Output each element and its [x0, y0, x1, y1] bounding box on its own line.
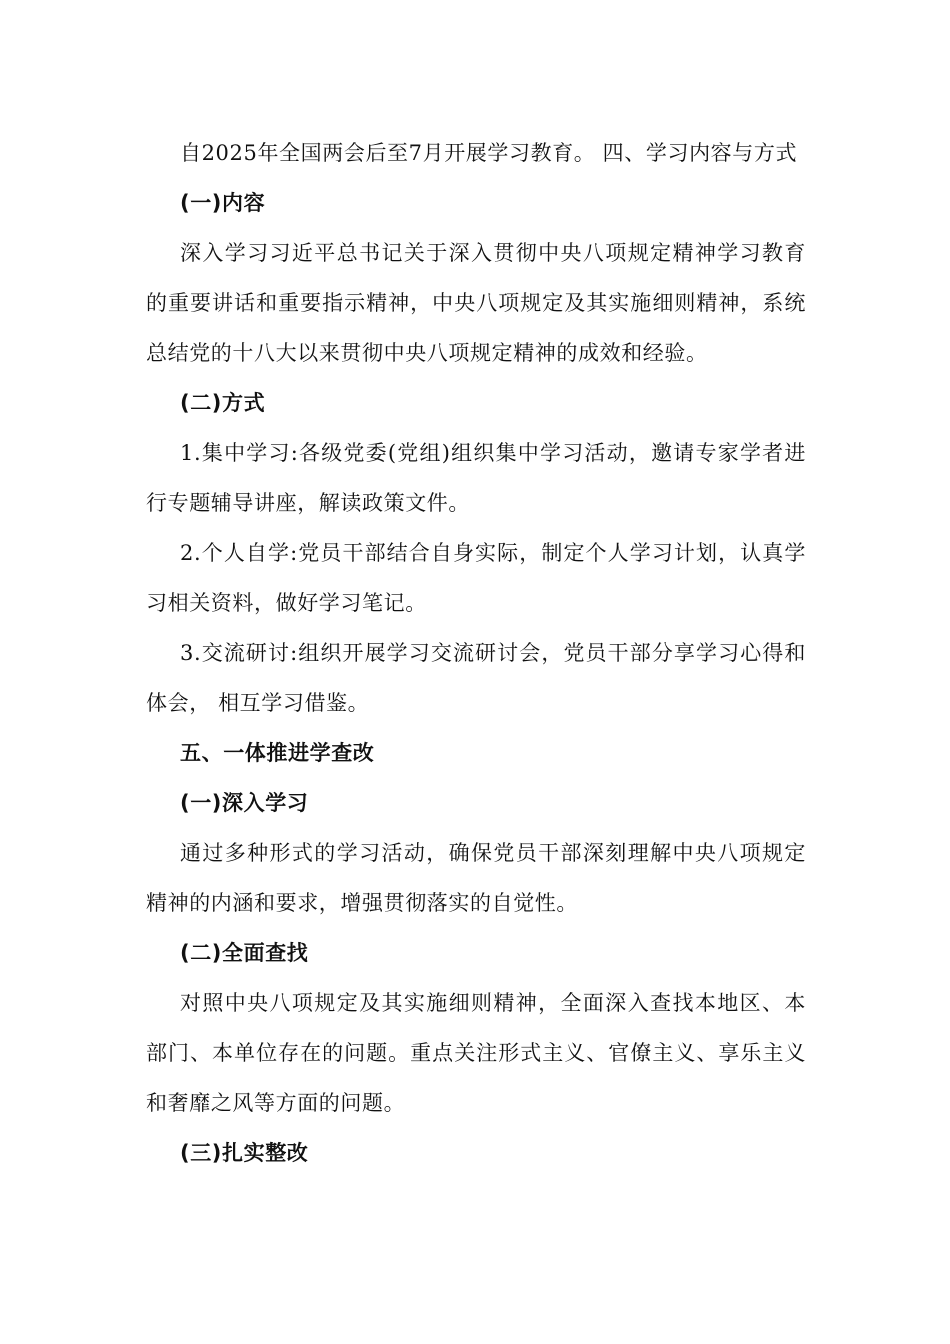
heading-section-five: 五、一体推进学查改: [180, 741, 375, 765]
paragraph-full-search: 对照中央八项规定及其实施细则精神，全面深入查找本地区、本部门、本单位存在的问题。重点关注形式主义、官僚主义、享乐主义和奢靡之风等方面的问题。: [146, 991, 806, 1115]
paragraph-deep-study: 通过多种形式的学习活动，确保党员干部深刻理解中央八项规定精神的内涵和要求，增强贯彻落实的自觉性。: [146, 841, 806, 915]
paragraph-method-3: 3.交流研讨:组织开展学习交流研讨会，党员干部分享学习心得和体会， 相互学习借鉴。: [146, 641, 806, 715]
document-body: [146, 128, 806, 1178]
heading-content: (一)内容: [180, 191, 266, 215]
paragraph-method-2: 2.个人自学:党员干部结合自身实际，制定个人学习计划，认真学习相关资料，做好学习笔记。: [146, 541, 806, 615]
heading-deep-study: (一)深入学习: [180, 791, 309, 815]
paragraph-study-period: 自2025年全国两会后至7月开展学习教育。 四、学习内容与方式: [180, 141, 798, 165]
heading-methods: (二)方式: [180, 391, 266, 415]
paragraph-content: 深入学习习近平总书记关于深入贯彻中央八项规定精神学习教育的重要讲话和重要指示精神，中央八项规定及其实施细则精神，系统总结党的十八大以来贯彻中央八项规定精神的成效和经验。: [146, 241, 806, 365]
paragraph-method-1: 1.集中学习:各级党委(党组)组织集中学习活动，邀请专家学者进行专题辅导讲座，解读政策文件。: [146, 441, 806, 515]
heading-full-search: (二)全面查找: [180, 941, 309, 965]
heading-rectification: (三)扎实整改: [180, 1141, 309, 1165]
